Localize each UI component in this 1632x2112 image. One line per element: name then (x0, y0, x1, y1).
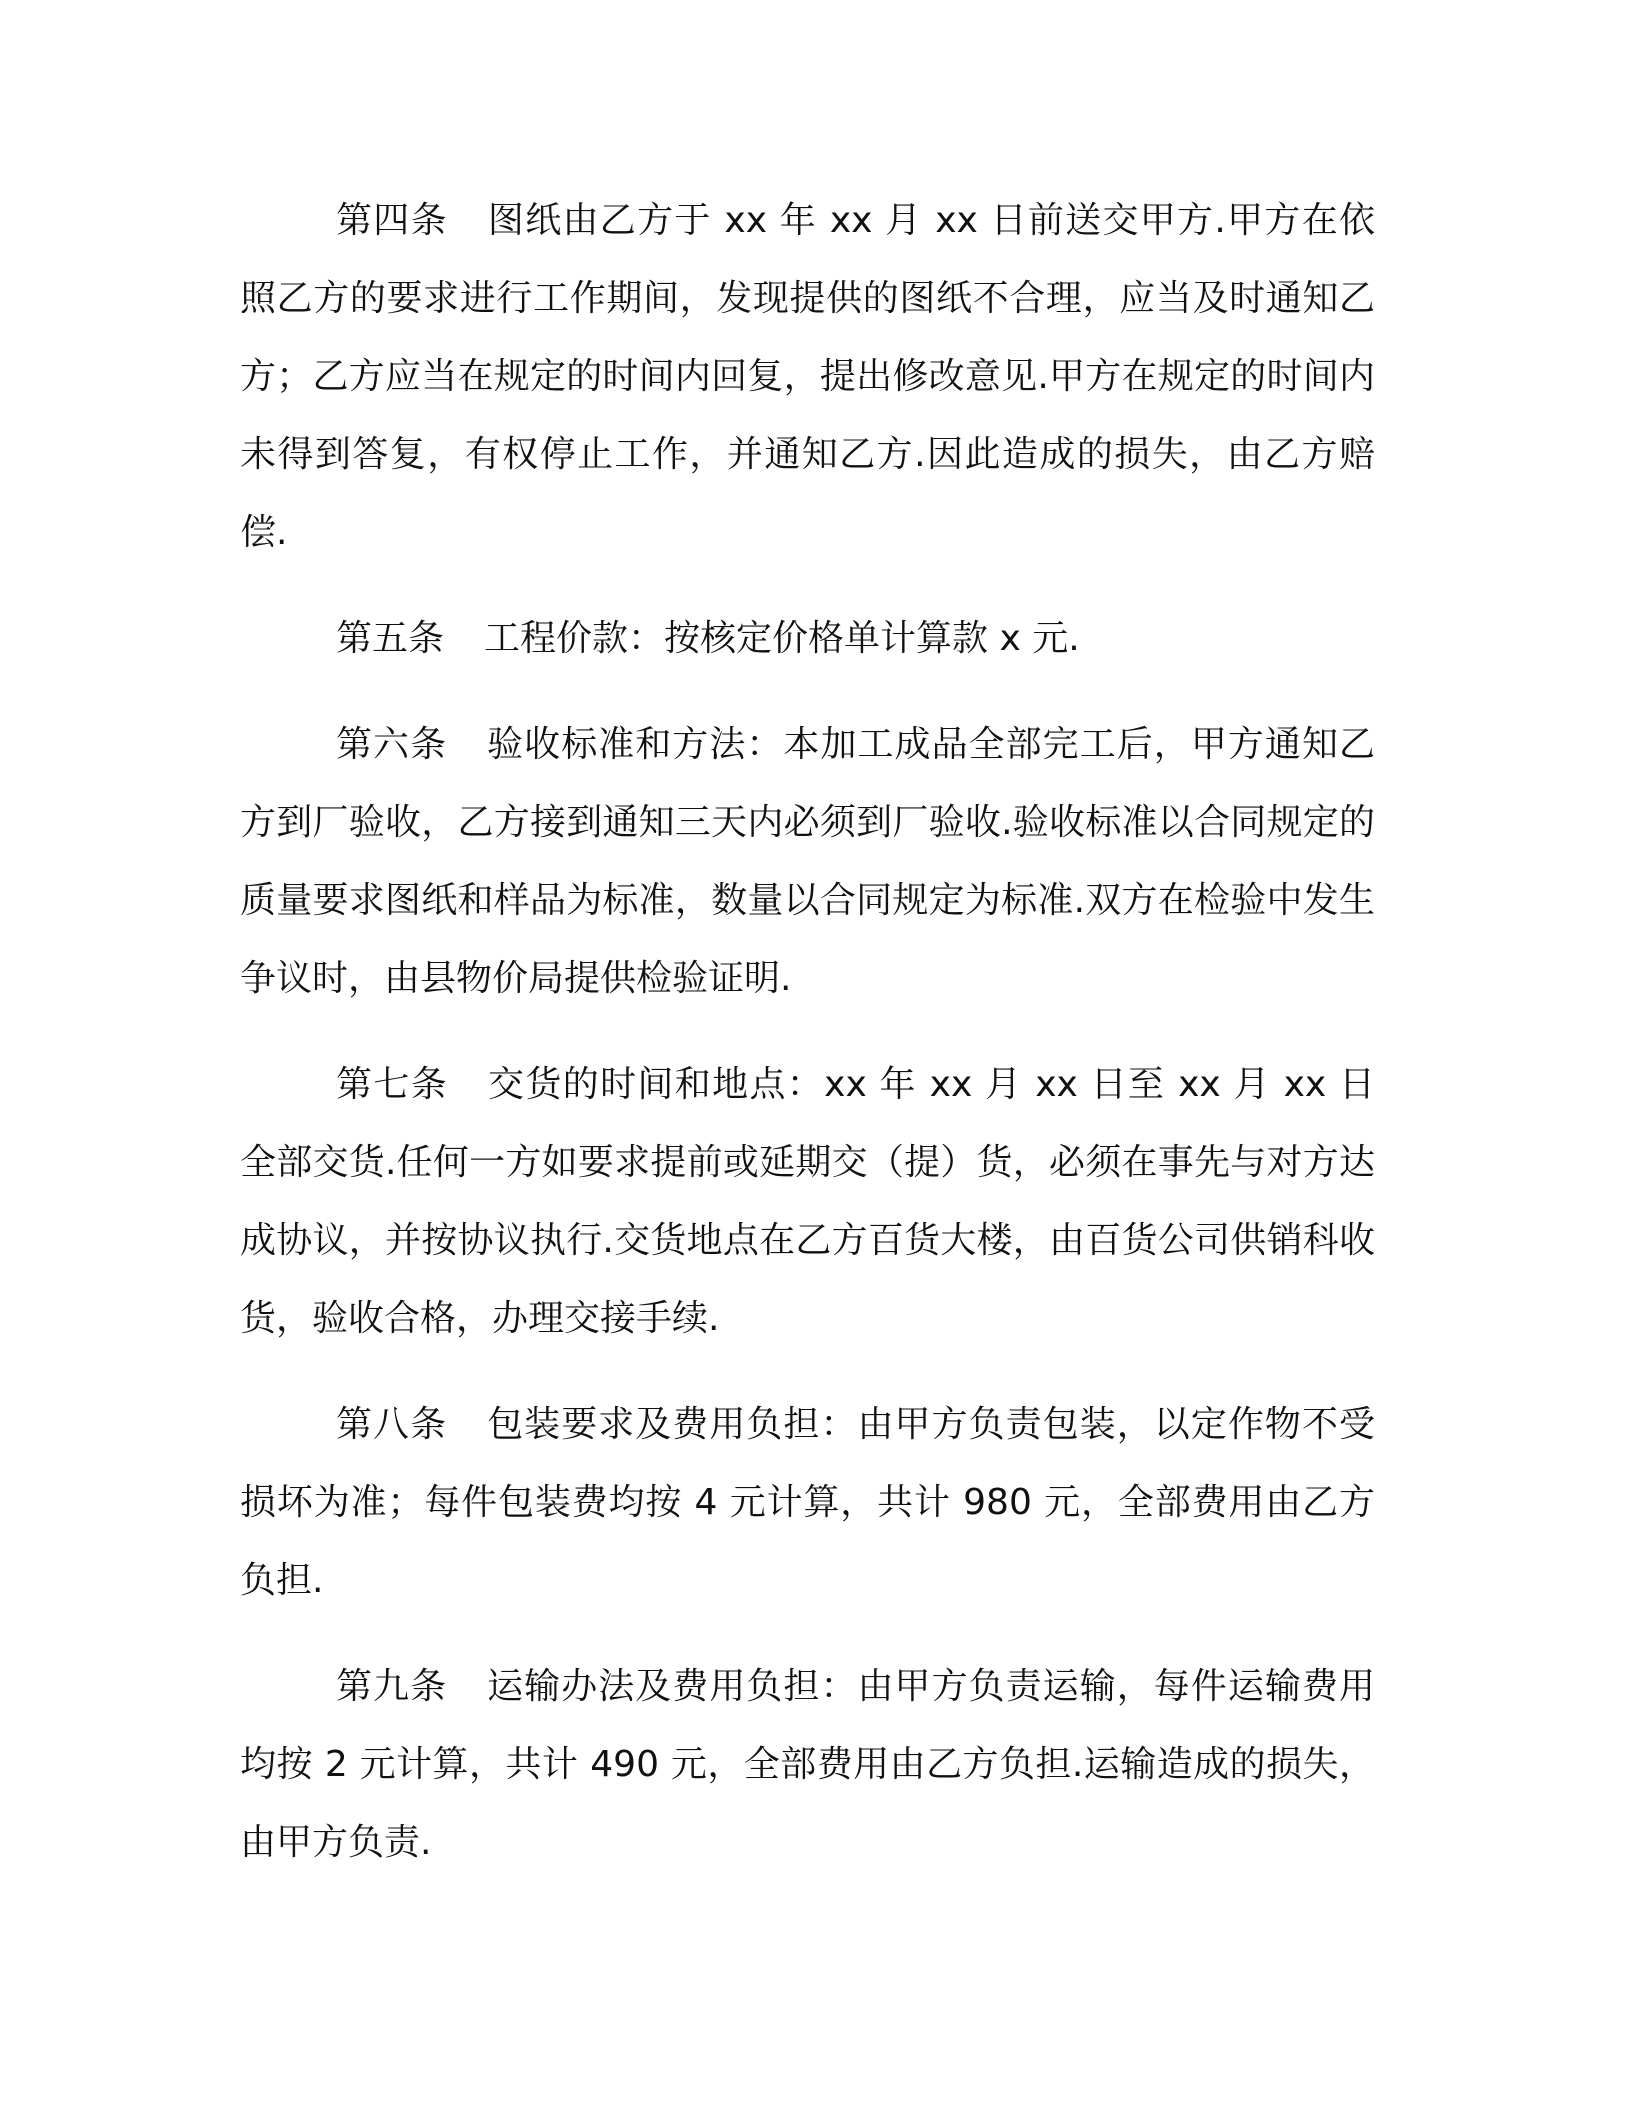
clause-text: 验收标准和方法：本加工成品全部完工后，甲方通知乙方到厂验收，乙方接到通知三天内必须到厂验收.验收标准以合同规定的质量要求图纸和样品为标准，数量以合同规定为标准.双方在检验中发生争议时，由县物价局提供检验证明. (240, 724, 1375, 999)
clause-4 (240, 182, 1375, 572)
clause-number: 第七条 (336, 1064, 449, 1105)
clause-text: 运输办法及费用负担：由甲方负责运输，每件运输费用均按 2 元计算，共计 490 元，全部费用由乙方负担.运输造成的损失，由甲方负责. (240, 1666, 1375, 1863)
clause-text: 工程价款：按核定价格单计算款 x 元. (484, 618, 1080, 659)
clause-text: 交货的时间和地点：xx 年 xx 月 xx 日至 xx 月 xx 日全部交货.任何一方如要求提前或延期交（提）货，必须在事先与对方达成协议，并按协议执行.交货地点在乙方百货大楼，由百货公司供销科收货，验收合格，办理交接手续. (240, 1064, 1375, 1339)
clause-5 (240, 600, 1375, 678)
clause-number: 第九条 (336, 1666, 448, 1707)
clause-number: 第六条 (336, 724, 448, 765)
clause-8 (240, 1386, 1375, 1620)
clause-text: 包装要求及费用负担：由甲方负责包装，以定作物不受损坏为准；每件包装费均按 4 元计算，共计 980 元，全部费用由乙方负担. (240, 1404, 1375, 1601)
clause-number: 第四条 (336, 200, 448, 241)
clause-7 (240, 1046, 1375, 1358)
clause-number: 第八条 (336, 1404, 448, 1445)
clause-number: 第五条 (336, 618, 445, 659)
clause-9 (240, 1648, 1375, 1882)
clause-text: 图纸由乙方于 xx 年 xx 月 xx 日前送交甲方.甲方在依照乙方的要求进行工作期间，发现提供的图纸不合理，应当及时通知乙方；乙方应当在规定的时间内回复，提出修改意见.甲方在规定的时间内未得到答复，有权停止工作，并通知乙方.因此造成的损失，由乙方赔偿. (240, 200, 1375, 553)
contract-body (240, 182, 1375, 1910)
clause-6 (240, 706, 1375, 1018)
